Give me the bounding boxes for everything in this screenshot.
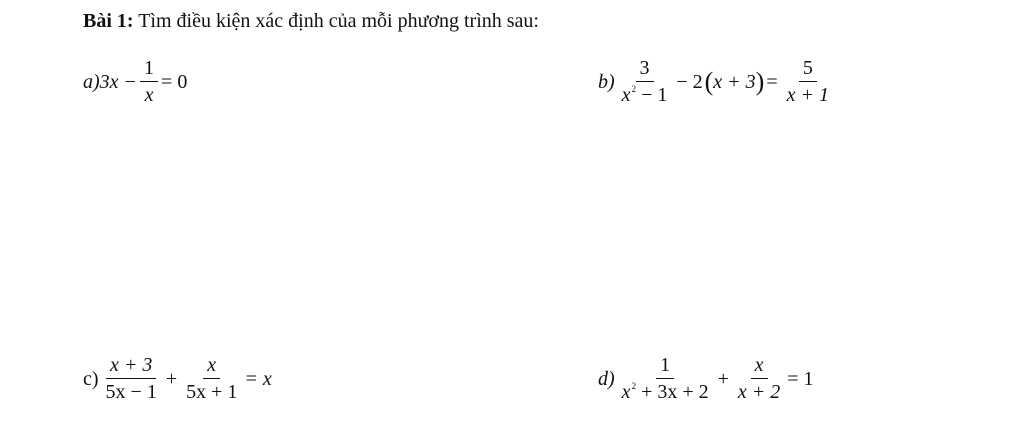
equation-b-fraction-2	[783, 58, 833, 106]
fraction-denominator: x + 1	[786, 84, 829, 106]
denominator-base: x	[621, 381, 631, 403]
equation-b-mid: − 2	[676, 70, 703, 93]
fraction-denominator	[618, 379, 713, 403]
equation-a-rhs: = 0	[161, 70, 188, 93]
equation-b	[598, 58, 836, 106]
fraction-numerator: 1	[656, 355, 674, 379]
equation-b-paren-close: )	[755, 67, 765, 96]
equation-c-label: c)	[83, 367, 99, 390]
denominator-exponent: 2	[631, 381, 637, 391]
fraction-numerator: 3	[636, 58, 654, 82]
equation-b-label: b)	[598, 70, 615, 93]
equation-a	[83, 58, 187, 106]
exercise-number: Bài 1:	[83, 10, 134, 32]
denominator-base: x	[621, 84, 631, 106]
fraction-denominator: x	[144, 84, 154, 106]
equation-b-paren-open: (	[704, 67, 714, 96]
fraction-denominator	[618, 82, 672, 106]
fraction-numerator: 5	[799, 58, 817, 82]
denominator-exponent: 2	[631, 84, 637, 94]
equation-d-plus: +	[717, 367, 729, 390]
equation-d	[598, 355, 814, 403]
exercise-title	[83, 10, 539, 33]
equation-b-paren-inner: x + 3	[713, 70, 756, 93]
equation-a-lhs: 3x −	[99, 70, 138, 93]
equation-d-label: d)	[598, 367, 615, 390]
equation-d-fraction-1	[618, 355, 713, 403]
fraction-denominator: 5x + 1	[186, 381, 238, 403]
equation-c-fraction-2	[182, 355, 241, 403]
equation-b-equals: =	[766, 70, 778, 93]
exercise-instruction: Tìm điều kiện xác định của mỗi phương trình sau:	[138, 10, 539, 32]
fraction-numerator: x	[751, 355, 768, 379]
fraction-numerator: 1	[140, 58, 158, 82]
fraction-numerator: x	[203, 355, 220, 379]
denominator-rest: + 3x + 2	[636, 381, 709, 403]
fraction-denominator: x + 2	[737, 381, 781, 403]
equation-d-fraction-2	[734, 355, 784, 403]
equation-c-fraction-1	[102, 355, 161, 403]
equation-a-fraction	[140, 58, 158, 106]
fraction-denominator: 5x − 1	[105, 381, 157, 403]
equation-c	[83, 355, 272, 403]
equation-a-label: a)	[83, 70, 100, 93]
fraction-numerator: x + 3	[106, 355, 156, 379]
equation-c-rhs: = x	[244, 367, 272, 390]
equation-d-rhs: = 1	[787, 367, 814, 390]
equation-c-plus: +	[165, 367, 178, 390]
denominator-rest: − 1	[636, 84, 668, 106]
equation-b-fraction-1	[618, 58, 672, 106]
